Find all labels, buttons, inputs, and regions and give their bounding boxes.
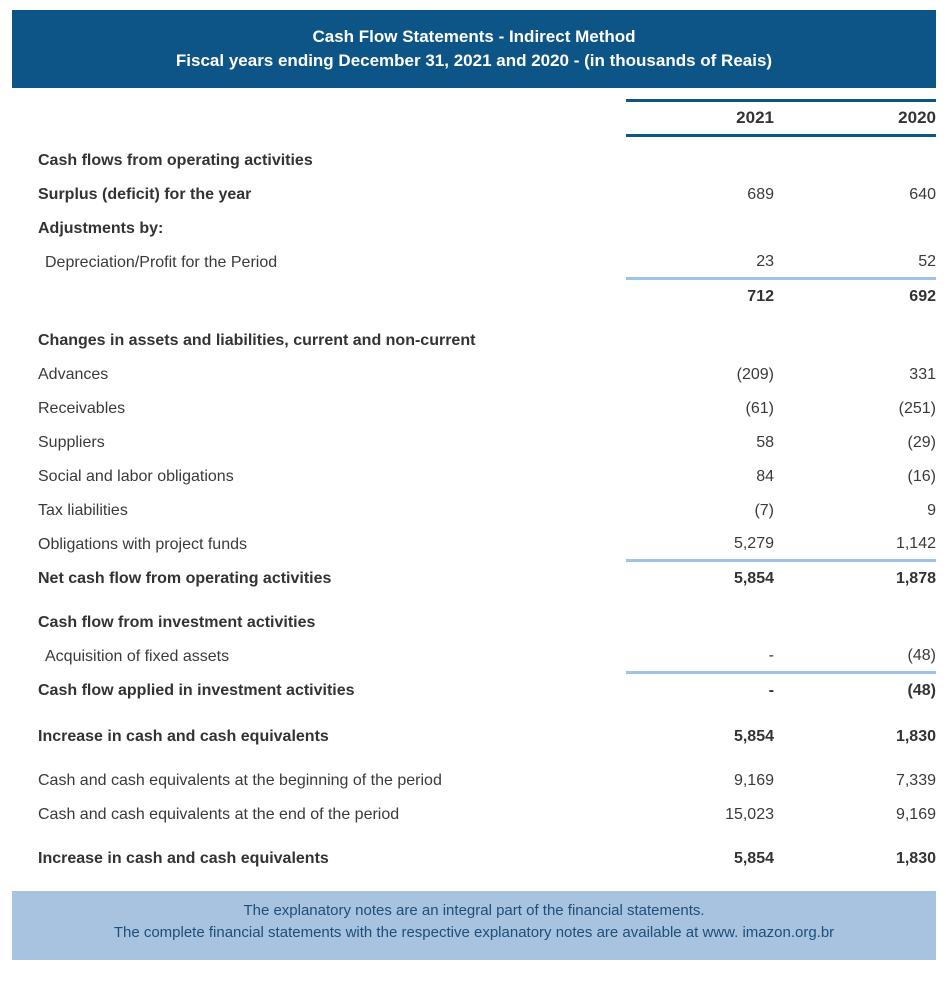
document-header (12, 10, 936, 88)
row-values (626, 562, 936, 596)
row-values (626, 178, 936, 212)
table-row (38, 842, 936, 876)
value-2020: 640 (909, 186, 936, 203)
row-label: Cash flow from investment activities (38, 614, 316, 631)
value-2021: (61) (745, 400, 774, 417)
value-2020: 9,169 (895, 806, 936, 823)
value-2021: 9,169 (733, 772, 774, 789)
table-row (38, 562, 936, 596)
row-values (626, 280, 936, 314)
document-footer (12, 891, 936, 960)
row-label: Depreciation/Profit for the Period (45, 254, 278, 271)
row-label: Cash flow applied in investment activities (38, 682, 355, 699)
row-values (626, 460, 936, 494)
value-2020: (48) (907, 682, 936, 699)
table-row (38, 358, 936, 392)
row-values (626, 246, 936, 280)
table-row (38, 640, 936, 674)
row-values (626, 426, 936, 460)
table-row (38, 426, 936, 460)
row-label: Tax liabilities (38, 502, 128, 519)
row-values (626, 764, 936, 798)
value-2020: 692 (909, 288, 936, 305)
value-2020: 7,339 (895, 772, 936, 789)
table-row (38, 324, 936, 358)
row-label: Changes in assets and liabilities, current and non-current (38, 332, 476, 349)
value-2020: (48) (907, 646, 936, 664)
value-2020: 1,878 (895, 570, 936, 587)
row-values (626, 144, 936, 178)
row-label: Obligations with project funds (38, 536, 247, 553)
value-2021: 15,023 (725, 806, 774, 823)
value-2021: 5,854 (733, 850, 774, 867)
footer-note-1: The explanatory notes are an integral part of the financial statements. (243, 902, 705, 919)
table-row (38, 212, 936, 246)
table-body (38, 144, 936, 876)
value-2021: 23 (756, 252, 774, 270)
value-2021: 58 (756, 434, 774, 451)
footer-note-2: The complete financial statements with the respective explanatory notes are available at www. imazon.org.br (113, 924, 835, 941)
value-2020: 9 (927, 502, 936, 519)
column-header-2020: 2020 (898, 108, 936, 127)
financial-statement-document (0, 10, 946, 960)
value-2020: 1,142 (895, 534, 936, 552)
value-2020: (16) (907, 468, 936, 485)
year-column-header (626, 99, 936, 137)
value-2021: (7) (754, 502, 774, 519)
table-row (38, 280, 936, 314)
table-row (38, 720, 936, 754)
row-label: Net cash flow from operating activities (38, 570, 332, 587)
row-values (626, 392, 936, 426)
row-label: Suppliers (38, 434, 105, 451)
table-row (38, 606, 936, 640)
row-values (626, 528, 936, 562)
table-row (38, 460, 936, 494)
row-label: Increase in cash and cash equivalents (38, 850, 329, 867)
row-label: Cash flows from operating activities (38, 152, 313, 169)
value-2021: 5,854 (733, 570, 774, 587)
row-label: Receivables (38, 400, 126, 417)
row-label: Acquisition of fixed assets (45, 648, 230, 665)
document-subtitle: Fiscal years ending December 31, 2021 and 2020 - (in thousands of Reais) (175, 51, 773, 70)
row-label: Increase in cash and cash equivalents (38, 728, 329, 745)
table-row (38, 144, 936, 178)
value-2021: 5,279 (733, 534, 774, 552)
table-row (38, 674, 936, 708)
value-2020: 331 (909, 366, 936, 383)
table-row (38, 764, 936, 798)
value-2021: 689 (747, 186, 774, 203)
row-values (626, 720, 936, 754)
value-2020: 1,830 (895, 850, 936, 867)
row-values (626, 674, 936, 708)
row-label: Social and labor obligations (38, 468, 234, 485)
document-title: Cash Flow Statements - Indirect Method (312, 27, 636, 46)
row-values (626, 798, 936, 832)
row-values (626, 212, 936, 246)
value-2021: (209) (736, 366, 774, 383)
row-label: Cash and cash equivalents at the beginning of the period (38, 772, 442, 789)
row-values (626, 606, 936, 640)
row-values (626, 842, 936, 876)
value-2021: 712 (747, 288, 774, 305)
row-values (626, 324, 936, 358)
row-values (626, 640, 936, 674)
value-2020: 52 (918, 252, 936, 270)
row-label: Surplus (deficit) for the year (38, 186, 252, 203)
table-row (38, 494, 936, 528)
value-2021: - (768, 646, 774, 664)
value-2021: 84 (756, 468, 774, 485)
value-2021: - (768, 682, 774, 699)
table-row (38, 528, 936, 562)
row-label: Advances (38, 366, 109, 383)
value-2021: 5,854 (733, 728, 774, 745)
value-2020: (251) (898, 400, 936, 417)
table-row (38, 798, 936, 832)
value-2020: 1,830 (895, 728, 936, 745)
column-header-2021: 2021 (736, 108, 774, 127)
table-row (38, 246, 936, 280)
row-label: Adjustments by: (38, 220, 164, 237)
table-row (38, 392, 936, 426)
value-2020: (29) (907, 434, 936, 451)
row-label: Cash and cash equivalents at the end of the period (38, 806, 400, 823)
row-values (626, 494, 936, 528)
row-values (626, 358, 936, 392)
table-row (38, 178, 936, 212)
